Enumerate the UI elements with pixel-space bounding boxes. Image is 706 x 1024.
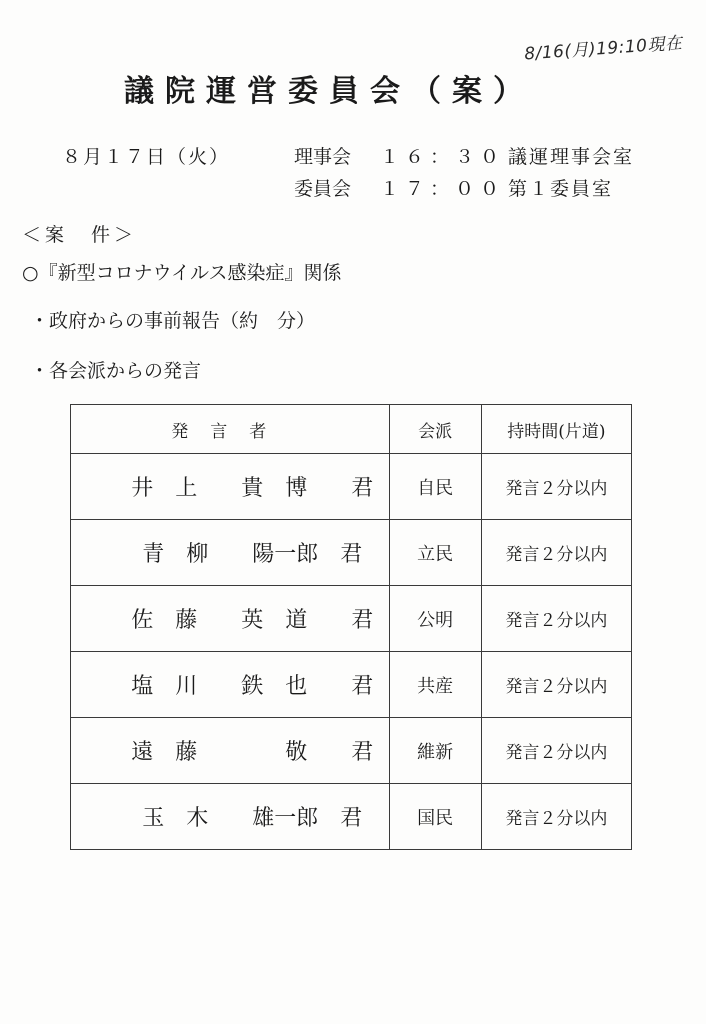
table-header-row xyxy=(71,405,632,454)
document-title: 議院運営委員会（案） xyxy=(124,74,534,109)
agenda-heading: ＜案 件＞ xyxy=(22,224,138,246)
agenda-item-faction-statements: ・各会派からの発言 xyxy=(30,360,202,382)
schedule-time: １７：００ xyxy=(380,178,506,200)
table-row xyxy=(71,652,632,718)
table-row xyxy=(71,586,632,652)
header-faction: 会派 xyxy=(389,405,481,454)
schedule-row-board xyxy=(294,142,634,169)
speaker-time: 発言２分以内 xyxy=(481,652,631,718)
schedule-label: 委員会 xyxy=(294,178,352,200)
speaker-faction: 国民 xyxy=(389,784,481,850)
speaker-time: 発言２分以内 xyxy=(481,718,631,784)
handwritten-timestamp-note: 8/16(月)19:10現在 xyxy=(523,33,684,65)
speaker-time: 発言２分以内 xyxy=(481,520,631,586)
speaker-name: 井 上 貴 博 君 xyxy=(71,454,390,520)
table-row xyxy=(71,454,632,520)
speaker-faction: 公明 xyxy=(389,586,481,652)
speaker-faction: 立民 xyxy=(389,520,481,586)
header-speaker: 発言者 xyxy=(71,405,390,454)
table-row xyxy=(71,784,632,850)
schedule-label: 理事会 xyxy=(294,146,352,168)
agenda-topic: ○『新型コロナウイルス感染症』関係 xyxy=(22,262,342,284)
table-row xyxy=(71,718,632,784)
speaker-name: 塩 川 鉄 也 君 xyxy=(71,652,390,718)
speaker-faction: 維新 xyxy=(389,718,481,784)
schedule-room: 第１委員室 xyxy=(508,178,614,200)
speaker-name: 佐 藤 英 道 君 xyxy=(71,586,390,652)
speaker-name: 青 柳 陽一郎 君 xyxy=(71,520,390,586)
header-time: 持時間(片道) xyxy=(481,405,631,454)
speaker-time: 発言２分以内 xyxy=(481,586,631,652)
speaker-name: 玉 木 雄一郎 君 xyxy=(71,784,390,850)
schedule-time: １６：３０ xyxy=(380,146,506,168)
meeting-date: ８月１７日（火） xyxy=(62,146,231,168)
speaker-faction: 自民 xyxy=(389,454,481,520)
table-row xyxy=(71,520,632,586)
schedule-room: 議運理事会室 xyxy=(508,146,635,168)
speaker-time: 発言２分以内 xyxy=(481,784,631,850)
agenda-item-government-report: ・政府からの事前報告（約 分） xyxy=(30,310,316,332)
speaker-table xyxy=(70,404,632,850)
speaker-name: 遠 藤 敬 君 xyxy=(71,718,390,784)
schedule-row-committee xyxy=(294,174,613,201)
speaker-time: 発言２分以内 xyxy=(481,454,631,520)
speaker-faction: 共産 xyxy=(389,652,481,718)
